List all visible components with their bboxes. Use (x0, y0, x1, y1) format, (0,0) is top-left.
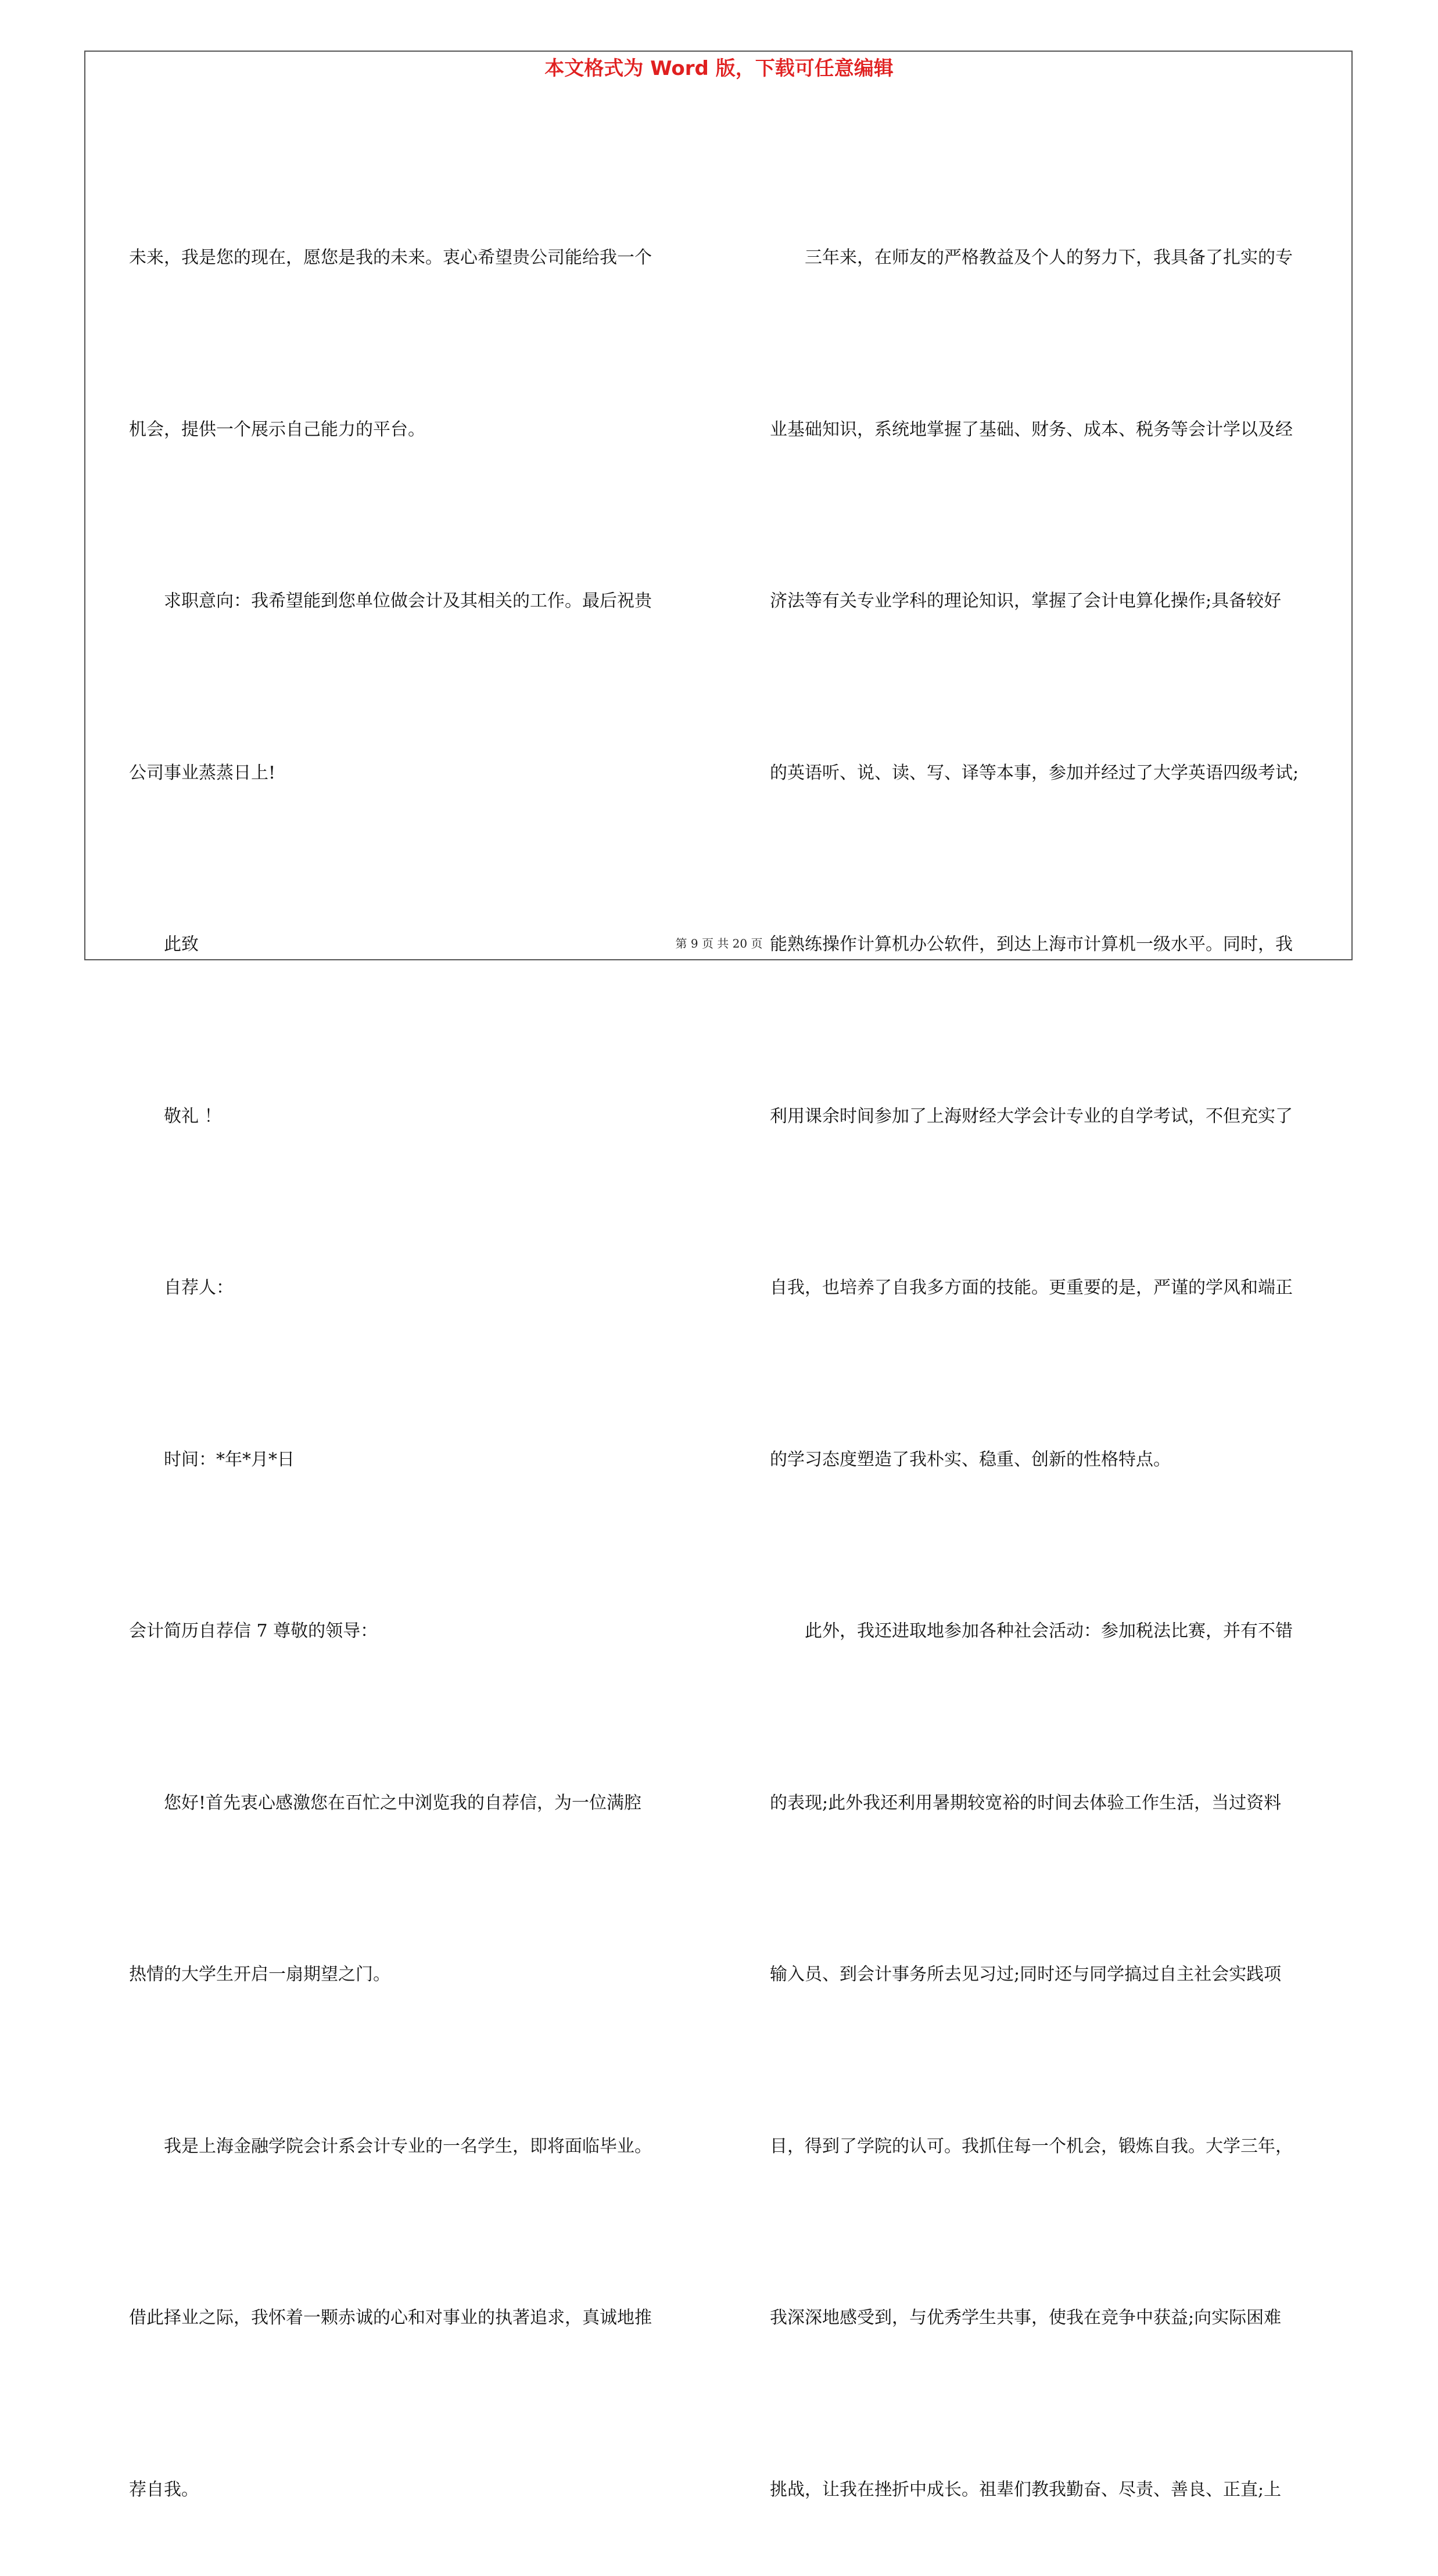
text-line: 的英语听、说、读、写、译等本事，参加并经过了大学英语四级考试; (770, 762, 1299, 783)
text-line: 挑战，让我在挫折中成长。祖辈们教我勤奋、尽责、善良、正直;上 (770, 2479, 1282, 2500)
text-line: 敬礼 ！ (129, 1106, 222, 1126)
text-line: 能熟练操作计算机办公软件，到达上海市计算机一级水平。同时，我 (770, 934, 1293, 955)
text-line: 此致 (129, 934, 199, 955)
left-column (129, 115, 704, 2576)
text-line: 的学习态度塑造了我朴实、稳重、创新的性格特点。 (770, 1449, 1171, 1470)
text-line: 自荐人： (129, 1278, 234, 1298)
text-line: 我是上海金融学院会计系会计专业的一名学生，即将面临毕业。 (129, 2136, 652, 2157)
text-line: 利用课余时间参加了上海财经大学会计专业的自学考试，不但充实了 (770, 1106, 1293, 1126)
page-number-footer: 第 9 页 共 20 页 (675, 937, 763, 950)
text-line: 目，得到了学院的认可。我抓住每一个机会，锻炼自我。大学三年， (770, 2136, 1293, 2157)
text-line: 您好!首先衷心感激您在百忙之中浏览我的自荐信，为一位满腔 (129, 1792, 642, 1813)
text-line: 会计简历自荐信 7 尊敬的领导： (129, 1621, 378, 1641)
text-line: 借此择业之际，我怀着一颗赤诚的心和对事业的执著追求，真诚地推 (129, 2308, 652, 2328)
format-banner: 本文格式为 Word 版，下载可任意编辑 (544, 57, 894, 80)
text-line: 热情的大学生开启一扇期望之门。 (129, 1964, 390, 1985)
text-line: 的表现;此外我还利用暑期较宽裕的时间去体验工作生活，当过资料 (770, 1792, 1282, 1813)
right-column (770, 115, 1345, 2576)
text-line: 三年来，在师友的严格教益及个人的努力下，我具备了扎实的专 (770, 247, 1293, 268)
text-line: 荐自我。 (129, 2479, 199, 2500)
text-line: 未来，我是您的现在，愿您是我的未来。衷心希望贵公司能给我一个 (129, 247, 652, 268)
text-line: 自我，也培养了自我多方面的技能。更重要的是，严谨的学风和端正 (770, 1278, 1293, 1298)
text-line: 时间：*年*月*日 (129, 1449, 295, 1470)
text-line: 机会，提供一个展示自己能力的平台。 (129, 419, 425, 440)
text-line: 济法等有关专业学科的理论知识，掌握了会计电算化操作;具备较好 (770, 591, 1282, 611)
text-line: 业基础知识，系统地掌握了基础、财务、成本、税务等会计学以及经 (770, 419, 1293, 440)
text-line: 输入员、到会计事务所去见习过;同时还与同学搞过自主社会实践项 (770, 1964, 1282, 1985)
text-line: 我深深地感受到，与优秀学生共事，使我在竞争中获益;向实际困难 (770, 2308, 1282, 2328)
text-line: 公司事业蒸蒸日上! (129, 762, 276, 783)
text-line: 求职意向：我希望能到您单位做会计及其相关的工作。最后祝贵 (129, 591, 652, 611)
text-line: 此外，我还进取地参加各种社会活动：参加税法比赛，并有不错 (770, 1621, 1293, 1641)
